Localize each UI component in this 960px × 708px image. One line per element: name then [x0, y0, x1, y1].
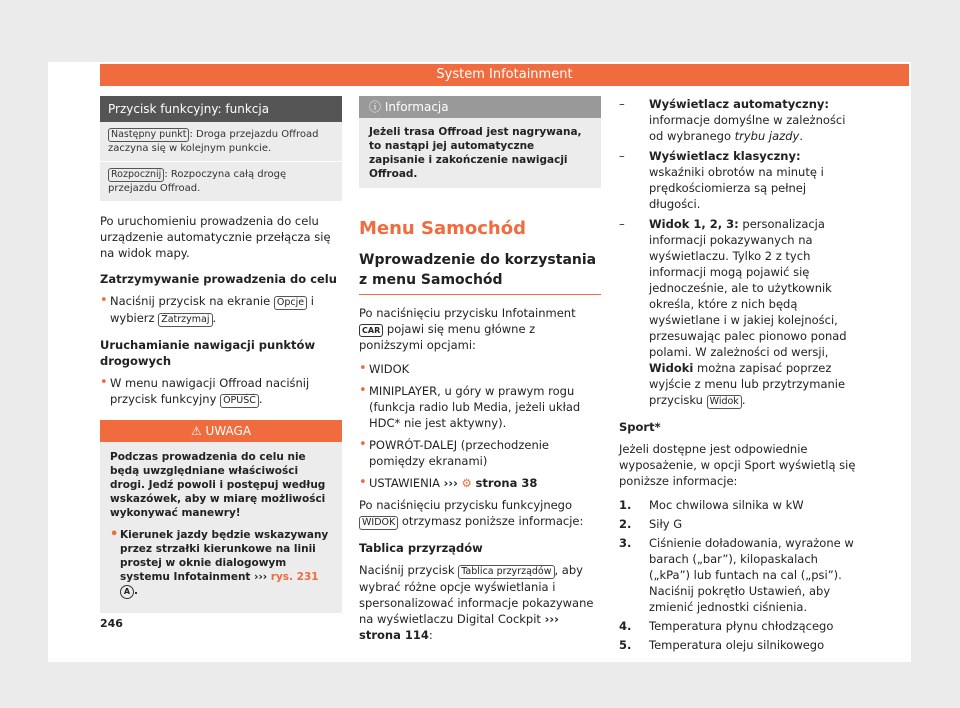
warning-icon: ⚠: [190, 424, 202, 438]
sport-item: [619, 637, 859, 653]
next-point-key: Następny punkt: [108, 128, 189, 142]
page-ref-link[interactable]: strona 38: [475, 476, 538, 490]
function-row: [100, 122, 342, 161]
heading-sport: Sport*: [619, 420, 661, 434]
page-ref-link[interactable]: strona 114: [359, 628, 429, 642]
display-option-italic: trybu jazdy: [734, 129, 800, 143]
intro-text: pojawi się menu główne z poniższymi opcjami:: [359, 322, 536, 352]
stop-key: Zatrzymaj: [158, 313, 212, 327]
item-number: 3.: [619, 536, 632, 550]
function-row-text: : Droga przejazdu Offroad zaczyna się w kolejnym punkcie.: [108, 129, 319, 154]
intro-text: Po naciśnięciu przycisku Infotainment: [359, 306, 576, 320]
widok-text: otrzymasz poniższe informacje:: [401, 514, 584, 528]
menu-option: • WIDOK: [359, 361, 601, 377]
display-option: [619, 96, 859, 144]
function-box: [100, 96, 342, 201]
start-end: .: [258, 392, 263, 406]
views-text: personalizacja informacji pokazywanych na wyświetlaczu. Tylko 2 z tych informacji mogą pojawić się jednocześnie, ale to użytkownik określa, które z nich będą wyświetlane i w jakiej kolejności, przesuwając palec pionowo ponad polami. W zależności od wersji,: [649, 217, 847, 359]
exit-key: OPUŚĆ: [220, 394, 259, 408]
column-2: [359, 96, 601, 651]
views-end: .: [741, 393, 746, 407]
function-row-text: : Rozpoczyna całą drogę przejazdu Offroad.: [108, 169, 287, 194]
menu-option-settings: [359, 475, 601, 491]
widok-text: Po naciśnięciu przycisku funkcyjnego: [359, 498, 573, 512]
start-instruction: [100, 375, 342, 408]
ref-arrows: ›››: [544, 612, 559, 626]
stop-instruction: [100, 293, 342, 327]
paragraph-map-view: Po uruchomieniu prowadzenia do celu urządzenie automatycznie przełącza się na widok mapy.: [100, 214, 331, 260]
column-1: [100, 96, 342, 613]
warning-bullet-text: Kierunek jazdy będzie wskazywany przez strzałki kierunkowe na linii prostej w oknie dialogowym systemu Infotainment: [120, 529, 329, 583]
warning-title: [100, 420, 342, 442]
stop-text: i wybierz: [110, 294, 314, 325]
instrument-paragraph: [359, 562, 601, 643]
section-title: Menu Samochód: [359, 218, 526, 239]
info-body: Jeżeli trasa Offroad jest nagrywana, to nastąpi jej automatyczne zapisanie i zakończenie nawigacji Offroad.: [369, 126, 582, 180]
page-number: 246: [100, 617, 123, 630]
item-text: Moc chwilowa silnika w kW: [649, 498, 804, 512]
function-row: [100, 161, 342, 201]
instrument-text: , aby wybrać różne opcje wyświetlania i spersonalizować informacje pokazywane na wyświetlaczu Digital Cockpit: [359, 563, 594, 626]
settings-text: USTAWIENIA: [369, 476, 440, 490]
info-title: [359, 96, 601, 118]
settings-icon: ⚙: [461, 476, 472, 490]
intro-paragraph: [359, 305, 601, 353]
column-3: [619, 96, 859, 656]
ref-arrows: ›››: [254, 571, 268, 583]
sport-paragraph: Jeżeli dostępne jest odpowiednie wyposażenie, w opcji Sport wyświetlą się poniższe informacje:: [619, 442, 856, 488]
section-subtitle: Wprowadzenie do korzystania z menu Samochód: [359, 250, 601, 295]
view-key: Widok: [707, 395, 742, 409]
display-option-text: wskaźniki obrotów na minutę i prędkościomierza są pełnej długości.: [649, 165, 824, 211]
figure-ref-link[interactable]: rys. 231: [270, 571, 319, 583]
function-box-title: Przycisk funkcyjny: funkcja: [100, 96, 342, 122]
display-option-views: [619, 216, 859, 409]
ref-arrows: ›››: [443, 476, 458, 490]
views-text: można zapisać poprzez wyjście z menu lub przytrzymanie przycisku: [649, 361, 846, 407]
heading-start-waypoints: Uruchamianie nawigacji punktów drogowych: [100, 338, 316, 368]
item-text: Temperatura płynu chłodzącego: [649, 619, 834, 633]
start-key: Rozpocznij: [108, 168, 164, 182]
instrument-end: :: [428, 628, 433, 642]
sport-item: [619, 618, 859, 634]
menu-option: • MINIPLAYER, u góry w prawym rogu (funkcja radio lub Media, jeżeli układ HDC* nie jest aktywny).: [359, 383, 601, 431]
display-option-title: Wyświetlacz automatyczny:: [649, 97, 829, 111]
views-title: Widok 1, 2, 3:: [649, 217, 739, 231]
display-option-end: .: [799, 129, 803, 143]
display-option-title: Wyświetlacz klasyczny:: [649, 149, 801, 163]
instrument-panel-key: Tablica przyrządów: [458, 565, 554, 579]
stop-end: .: [212, 311, 217, 325]
car-icon: CAR: [359, 324, 383, 337]
widok-paragraph: [359, 497, 601, 530]
instrument-text: Naciśnij przycisk: [359, 563, 455, 577]
warning-bullet: • Kierunek jazdy będzie wskazywany przez strzałki kierunkowe na linii prostej w oknie dialogowym systemu Infotainment ››› rys. 231 A .: [110, 528, 332, 599]
warning-text: Podczas prowadzenia do celu nie będą uwzględniane właściwości drogi. Jedź powoli i postępuj według wskazówek, aby w miarę możliwości wykonywać manewry!: [110, 451, 326, 519]
item-number: 2.: [619, 517, 632, 531]
warning-box: [100, 420, 342, 613]
heading-instrument-panel: Tablica przyrządów: [359, 541, 483, 555]
options-key: Opcje: [274, 296, 307, 310]
item-text: Siły G: [649, 517, 683, 531]
page-header: System Infotainment: [100, 64, 909, 86]
item-text: Temperatura oleju silnikowego: [649, 638, 825, 652]
item-number: 5.: [619, 638, 632, 652]
menu-option: • POWRÓT-DALEJ (przechodzenie pomiędzy ekranami): [359, 437, 601, 469]
figure-badge: A: [120, 585, 134, 599]
info-icon: ⓘ: [369, 100, 382, 114]
info-title-text: Informacja: [384, 100, 449, 114]
display-option-text: informacje domyślne w zależności od wybranego: [649, 113, 846, 143]
sport-item: [619, 516, 859, 532]
info-box: [359, 96, 601, 188]
item-text: Ciśnienie doładowania, wyrażone w barach („bar”), kilopaskalach („kPa”) lub funtach na cal („psi”). Naciśnij pokrętło Ustawień, aby zmienić jednostki ciśnienia.: [649, 536, 854, 614]
item-number: 1.: [619, 498, 632, 512]
views-bold: Widoki: [649, 361, 694, 375]
sport-item: [619, 535, 859, 615]
display-option: [619, 148, 859, 212]
heading-stop-guidance: Zatrzymywanie prowadzenia do celu: [100, 272, 337, 286]
sport-item: [619, 497, 859, 513]
warning-title-text: UWAGA: [205, 424, 252, 438]
stop-text: Naciśnij przycisk na ekranie: [110, 294, 271, 308]
start-text: W menu nawigacji Offroad naciśnij przycisk funkcyjny: [110, 376, 310, 406]
warning-body: [100, 442, 342, 613]
item-number: 4.: [619, 619, 632, 633]
view-key: WIDOK: [359, 516, 398, 530]
